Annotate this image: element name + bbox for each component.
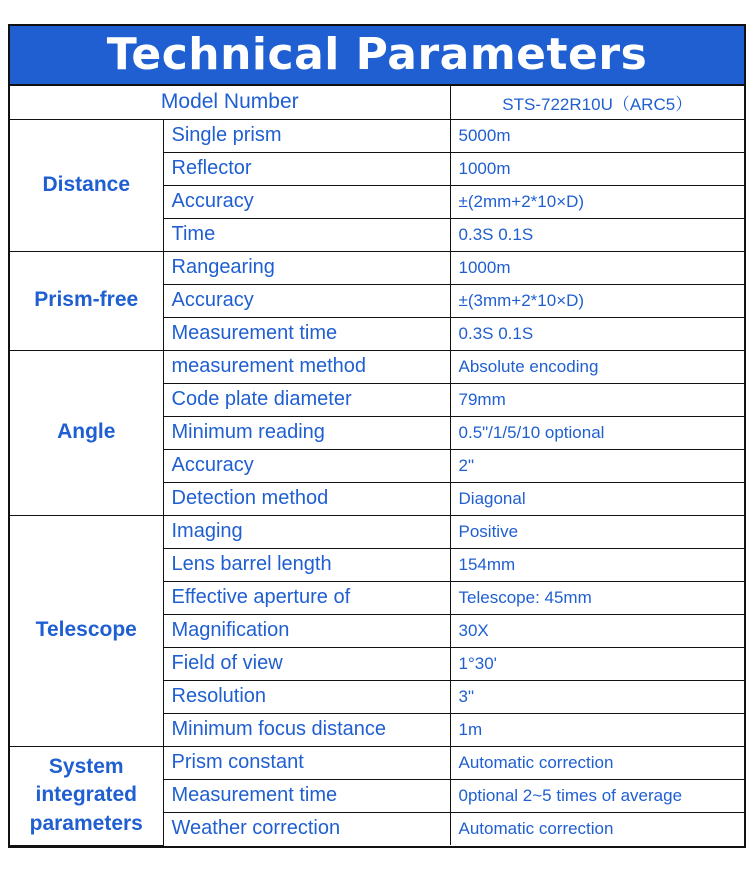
parameter-value: 0.3S 0.1S xyxy=(450,218,744,251)
parameter-name: Resolution xyxy=(163,680,450,713)
parameter-value: Automatic correction xyxy=(450,812,744,845)
parameter-name: Minimum focus distance xyxy=(163,713,450,746)
group-label: Angle xyxy=(10,350,163,515)
group-label: Telescope xyxy=(10,515,163,746)
parameter-name: Single prism xyxy=(163,119,450,152)
parameter-value: Absolute encoding xyxy=(450,350,744,383)
parameter-name: Prism constant xyxy=(163,746,450,779)
model-number-label: Model Number xyxy=(10,86,450,119)
parameter-value: 1°30' xyxy=(450,647,744,680)
parameter-name: Measurement time xyxy=(163,317,450,350)
parameter-name: Weather correction xyxy=(163,812,450,845)
spec-row xyxy=(10,746,744,779)
parameter-value: ±(2mm+2*10×D) xyxy=(450,185,744,218)
parameter-value: 30X xyxy=(450,614,744,647)
group-label: Prism-free xyxy=(10,251,163,350)
parameter-value: 1000m xyxy=(450,152,744,185)
spec-row xyxy=(10,119,744,152)
spec-sheet xyxy=(8,24,746,848)
parameter-value: 0.3S 0.1S xyxy=(450,317,744,350)
parameter-name: Effective aperture of xyxy=(163,581,450,614)
parameter-name: Time xyxy=(163,218,450,251)
parameter-name: Measurement time xyxy=(163,779,450,812)
parameter-value: 154mm xyxy=(450,548,744,581)
parameter-name: Detection method xyxy=(163,482,450,515)
parameter-name: Minimum reading xyxy=(163,416,450,449)
parameter-value: 2" xyxy=(450,449,744,482)
spec-row xyxy=(10,350,744,383)
parameter-name: measurement method xyxy=(163,350,450,383)
spec-table-body xyxy=(10,86,744,845)
parameter-name: Lens barrel length xyxy=(163,548,450,581)
model-row xyxy=(10,86,744,119)
spec-row xyxy=(10,515,744,548)
parameter-name: Magnification xyxy=(163,614,450,647)
parameter-value: 5000m xyxy=(450,119,744,152)
parameter-value: Telescope: 45mm xyxy=(450,581,744,614)
parameter-name: Accuracy xyxy=(163,284,450,317)
parameter-value: Positive xyxy=(450,515,744,548)
parameter-value: ±(3mm+2*10×D) xyxy=(450,284,744,317)
parameter-value: 0ptional 2~5 times of average xyxy=(450,779,744,812)
parameter-name: Accuracy xyxy=(163,449,450,482)
parameter-name: Rangearing xyxy=(163,251,450,284)
parameter-value: 1m xyxy=(450,713,744,746)
page-title: Technical Parameters xyxy=(10,26,744,86)
spec-row xyxy=(10,251,744,284)
model-number-value: STS-722R10U（ARC5） xyxy=(450,86,744,119)
parameter-value: 79mm xyxy=(450,383,744,416)
group-label: Distance xyxy=(10,119,163,251)
parameter-value: 1000m xyxy=(450,251,744,284)
parameter-value: Diagonal xyxy=(450,482,744,515)
group-label: System integrated parameters xyxy=(10,746,163,845)
parameter-name: Code plate diameter xyxy=(163,383,450,416)
parameter-value: 0.5"/1/5/10 optional xyxy=(450,416,744,449)
parameter-value: 3" xyxy=(450,680,744,713)
parameter-name: Imaging xyxy=(163,515,450,548)
parameter-value: Automatic correction xyxy=(450,746,744,779)
parameter-name: Reflector xyxy=(163,152,450,185)
parameter-name: Accuracy xyxy=(163,185,450,218)
parameter-name: Field of view xyxy=(163,647,450,680)
spec-table xyxy=(10,86,744,846)
